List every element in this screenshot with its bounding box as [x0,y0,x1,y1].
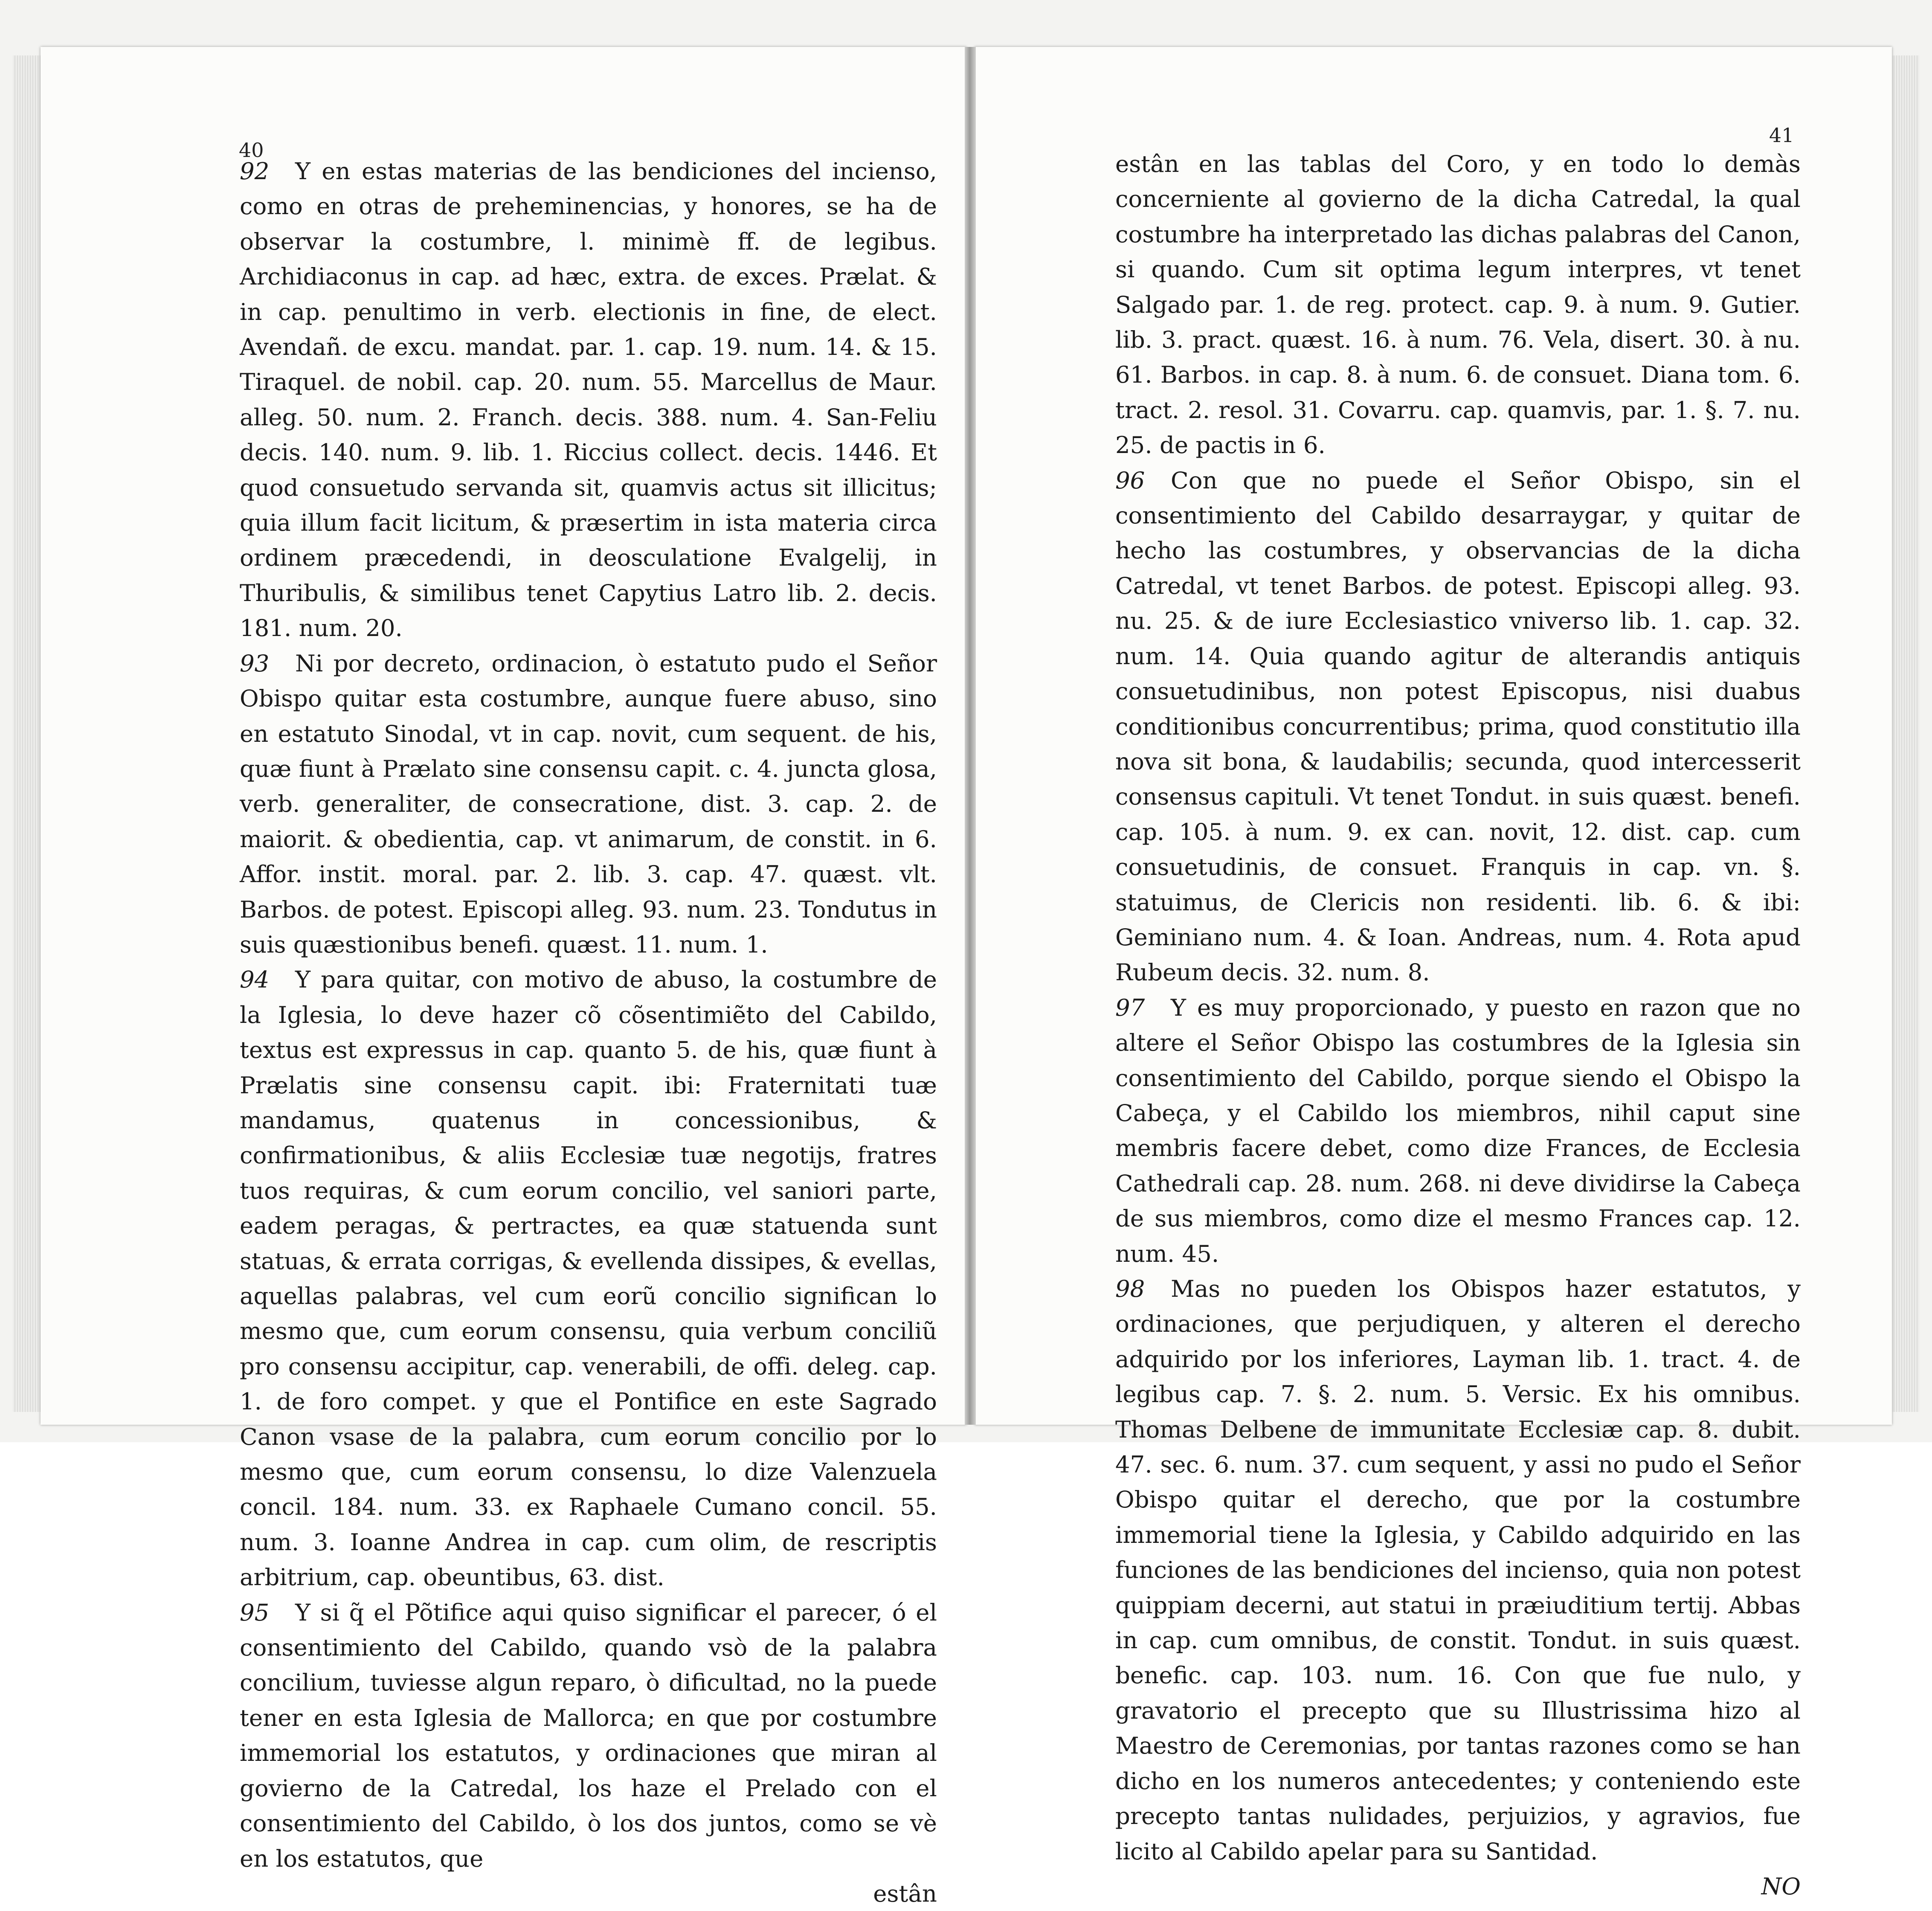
paragraph-95 [240,1595,937,1876]
paragraph-text: Y para quitar, con motivo de abuso, la costumbre de la Iglesia, lo deve hazer cõ cõsentimiẽto del Cabildo, textus est expressus in cap. quanto 5. de his, quæ fiunt à Prælatis sine consensu capit. ibi: Fraternitati tuæ mandamus, quatenus in concessionibus, & confirmationibus, & aliis Ecclesiæ tuæ negotijs, fratres tuos requiras, & cum eorum concilio, vel saniori parte, eadem peragas, & pertractes, ea quæ statuenda sunt statuas, & errata corrigas, & evellenda dissipes, & evellas, aquellas palabras, vel cum eorũ concilio significan lo mesmo que, cum eorum consensu, quia verbum conciliũ pro consensu accipitur, cap. venerabili, de offi. deleg. cap. 1. de foro compet. y que el Pontifice en este Sagrado Canon vsase de la palabra, cum eorum concilio por lo mesmo que, cum eorum consensu, lo dize Valenzuela concil. 184. num. 33. ex Raphaele Cumano concil. 55. num. 3. Ioanne Andrea in cap. cum olim, de rescriptis arbitrium, cap. obeuntibus, 63. dist. [240,966,937,1591]
paragraph-continued [1115,146,1801,463]
paragraph-number: 95 [240,1598,270,1626]
paragraph-text: Y si q̃ el Põtifice aqui quiso significar el parecer, ó el consentimiento del Cabildo, quando vsò de la palabra concilium, tuviesse algun reparo, ò dificultad, no la puede tener en esta Iglesia de Mallorca; en que por costumbre immemorial los estatutos, y ordinaciones que miran al govierno de la Catredal, los haze el Prelado con el consentimiento del Cabildo, ò los dos juntos, como se vè en los estatutos, que [240,1598,937,1872]
left-folio-number: 40 [239,139,264,162]
right-page-text [1115,146,1801,1904]
paragraph-text: Mas no pueden los Obispos hazer estatutos, y ordinaciones, que perjudiquen, y alteren el derecho adquirido por los inferiores, Layman lib. 1. tract. 4. de legibus cap. 7. §. 2. num. 5. Versic. Ex his omnibus. Thomas Delbene de immunitate Ecclesiæ cap. 8. dubit. 47. sec. 6. num. 37. cum sequent, y assi no pudo el Señor Obispo quitar el derecho, que por la costumbre immemorial tiene la Iglesia, y Cabildo adquirido en las funciones de las bendiciones del incienso, quia non potest quippiam decerni, aut statui in præiuditium tertij. Abbas in cap. cum omnibus, de constit. Tondut. in suis quæst. benefic. cap. 103. num. 16. Con que fue nulo, y gravatorio el precepto que su Illustrissima hizo al Maestro de Ceremonias, por tantas razones como se han dicho en los numeros antecedentes; y conteniendo este precepto tantas nulidades, perjuizios, y agravios, fue licito al Cabildo apelar para su Santidad. [1115,1275,1801,1865]
paragraph-number: 96 [1115,466,1145,494]
left-page-text [240,154,937,1911]
paragraph-96 [1115,463,1801,990]
paragraph-93 [240,646,937,962]
paragraph-number: 97 [1115,993,1145,1021]
paragraph-number: 98 [1115,1275,1145,1302]
paragraph-text: Y en estas materias de las bendiciones del incienso, como en otras de preheminencias, y honores, se ha de observar la costumbre, l. minimè ff. de legibus. Archidiaconus in cap. ad hæc, extra. de exces. Prælat. & in cap. penultimo in verb. electionis in fine, de elect. Avendañ. de excu. mandat. par. 1. cap. 19. num. 14. & 15. Tiraquel. de nobil. cap. 20. num. 55. Marcellus de Maur. alleg. 50. num. 2. Franch. decis. 388. num. 4. San-Feliu decis. 140. num. 9. lib. 1. Riccius collect. decis. 1446. Et quod consuetudo servanda sit, quamvis actus sit illicitus; quia illum facit licitum, & præsertim in ista materia circa ordinem præcedendi, in deosculatione Evalgelij, in Thuribulis, & similibus tenet Capytius Latro lib. 2. decis. 181. num. 20. [240,157,937,642]
catchword: NO [1761,1872,1801,1900]
paragraph-97 [1115,990,1801,1271]
catchword: estân [873,1879,937,1907]
paragraph-text: Y es muy proporcionado, y puesto en razon que no altere el Señor Obispo las costumbres de la Iglesia sin consentimiento del Cabildo, porque siendo el Obispo la Cabeça, y el Cabildo los miembros, nihil caput sine membris facere debet, como dize Frances, de Ecclesia Cathedrali cap. 28. num. 268. ni deve dividirse la Cabeça de sus miembros, como dize el mesmo Frances cap. 12. num. 45. [1115,993,1801,1267]
book-gutter [965,47,976,1425]
paragraph-number: 94 [240,966,270,993]
paragraph-94 [240,962,937,1594]
paragraph-text: Con que no puede el Señor Obispo, sin el consentimiento del Cabildo desarraygar, y quitar de hecho las costumbres, y observancias de la dicha Catredal, vt tenet Barbos. de potest. Episcopi alleg. 93. nu. 25. & de iure Ecclesiastico vniverso lib. 1. cap. 32. num. 14. Quia quando agitur de alterandis antiquis consuetudinibus, non potest Episcopus, nisi duabus conditionibus concurrentibus; prima, quod constitutio illa nova sit bona, & laudabilis; secunda, quod intercesserit consensus capituli. Vt tenet Tondut. in suis quæst. benefi. cap. 105. à num. 9. ex can. novit, 12. dist. cap. cum consuetudinis, de consuet. Franquis in cap. vn. §. statuimus, de Clericis non residenti. lib. 6. & ibi: Geminiano num. 4. & Ioan. Andreas, num. 4. Rota apud Rubeum decis. 32. num. 8. [1115,466,1801,986]
right-folio-number: 41 [1769,124,1794,147]
paragraph-text: Ni por decreto, ordinacion, ò estatuto pudo el Señor Obispo quitar esta costumbre, aunque fuere abuso, sino en estatuto Sinodal, vt in cap. novit, cum sequent. de his, quæ fiunt à Prælato sine consensu capit. c. 4. juncta glosa, verb. generaliter, de consecratione, dist. 3. cap. 2. de maiorit. & obedientia, cap. vt animarum, de constit. in 6. Affor. instit. moral. par. 2. lib. 3. cap. 47. quæst. vlt. Barbos. de potest. Episcopi alleg. 93. num. 23. Tondutus in suis quæstionibus benefi. quæst. 11. num. 1. [240,649,937,958]
left-page-edges [13,55,43,1412]
paragraph-92 [240,154,937,646]
right-page-edges [1889,55,1919,1412]
paragraph-98 [1115,1271,1801,1869]
paragraph-number: 92 [240,157,270,185]
paragraph-text: estân en las tablas del Coro, y en todo lo demàs concerniente al govierno de la dicha Catredal, la qual costumbre ha interpretado las dichas palabras del Canon, si quando. Cum sit optima legum interpres, vt tenet Salgado par. 1. de reg. protect. cap. 9. à num. 9. Gutier. lib. 3. pract. quæst. 16. à num. 76. Vela, disert. 30. à nu. 61. Barbos. in cap. 8. à num. 6. de consuet. Diana tom. 6. tract. 2. resol. 31. Covarru. cap. quamvis, par. 1. §. 7. nu. 25. de pactis in 6. [1115,150,1801,459]
paragraph-number: 93 [240,649,270,677]
